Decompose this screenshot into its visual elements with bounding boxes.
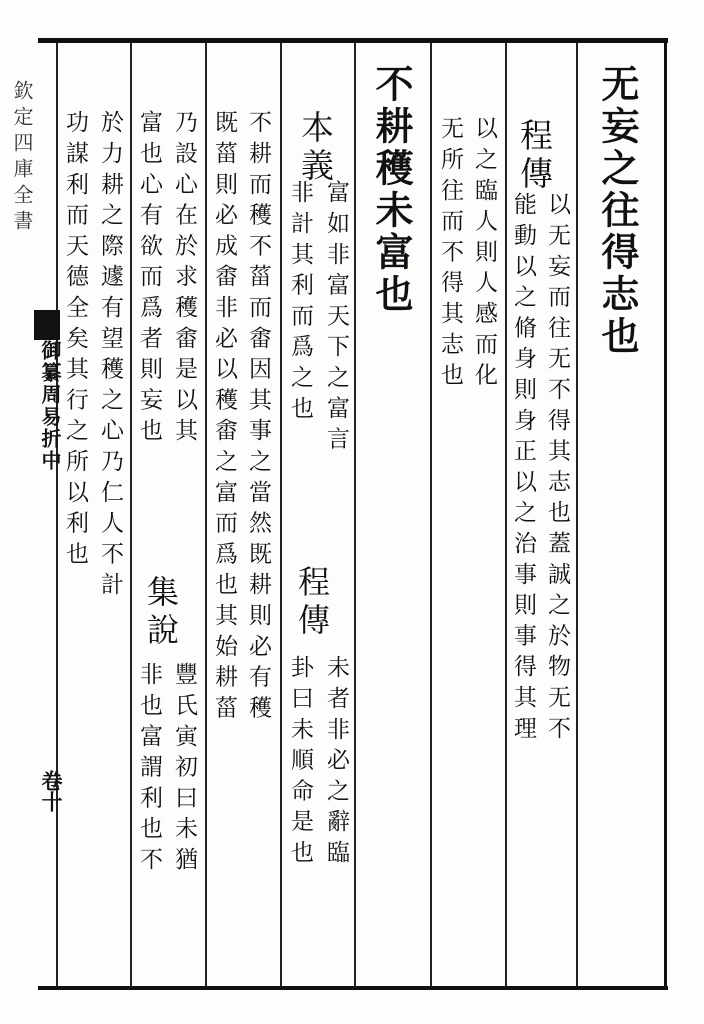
commentary-text: 富也心有欲而爲者則妄也 [136, 110, 162, 449]
column-divider [56, 43, 58, 986]
margin-strip [0, 38, 38, 998]
commentary-text: 无所往而不得其志也 [437, 116, 463, 394]
column-divider [505, 43, 507, 986]
commentary-text: 既菑則必成畬非必以穫畬之富而爲也其始耕菑 [211, 110, 237, 726]
commentary-text: 未者非必之辭臨 [323, 655, 349, 871]
top-border [38, 38, 668, 43]
heading-bugenghuo: 不耕穫未富也 [369, 64, 414, 316]
fishtail-mark [34, 310, 60, 340]
commentary-text: 以之臨人則人感而化 [471, 116, 497, 394]
commentary-text: 豐氏寅初曰未猶 [171, 662, 197, 878]
commentary-text: 卦曰未順命是也 [287, 655, 313, 871]
margin-page-number: 卷十 [39, 770, 64, 812]
commentary-text: 乃設心在於求穫畬是以其 [171, 110, 197, 449]
commentary-label-chengzhuan: 程傳 [515, 118, 554, 194]
commentary-label-jishuo: 集說 [142, 575, 180, 651]
column-divider [576, 43, 578, 986]
bottom-border [38, 986, 668, 990]
commentary-label-chengzhuan: 程傳 [293, 565, 331, 641]
heading-wuwang: 无妄之往得志也 [595, 64, 640, 358]
margin-collection-title: 欽定四庫全書 [10, 80, 34, 236]
commentary-text: 非計其利而爲之也 [287, 180, 313, 427]
right-border [664, 38, 667, 990]
commentary-label-benyi: 本義 [296, 110, 335, 186]
margin-book-title: 御纂周易折中 [38, 340, 62, 472]
commentary-text: 於力耕之際遽有望穫之心乃仁人不計 [97, 110, 123, 603]
column-divider [354, 43, 356, 986]
commentary-text: 以无妄而往无不得其志也蓋誠之於物无不 [544, 192, 570, 747]
commentary-text: 不耕而穫不菑而畬因其事之當然既耕則必有穫 [245, 110, 271, 726]
column-divider [205, 43, 207, 986]
commentary-text: 非也富謂利也不 [136, 662, 162, 878]
commentary-text: 能動以之脩身則身正以之治事則事得其理 [510, 192, 536, 747]
commentary-text: 富如非富天下之富言 [323, 180, 349, 458]
commentary-text: 功謀利而天德全矣其行之所以利也 [62, 110, 88, 572]
column-divider [130, 43, 132, 986]
column-divider [280, 43, 282, 986]
column-divider [430, 43, 432, 986]
